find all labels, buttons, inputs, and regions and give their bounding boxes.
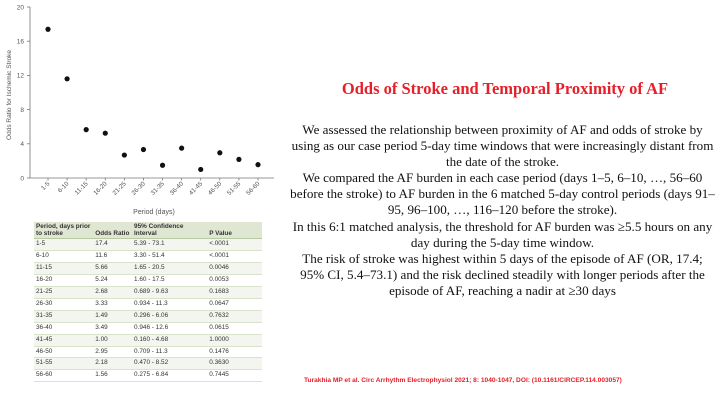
cell-odds-ratio: 2.68 xyxy=(93,287,132,299)
cell-odds-ratio: 11.6 xyxy=(93,251,132,263)
table-body xyxy=(34,239,262,382)
table-row xyxy=(34,334,262,346)
odds-ratio-scatter-chart xyxy=(0,0,300,222)
cell-p-value: 1.0000 xyxy=(207,334,262,346)
table-row xyxy=(34,346,262,358)
table-row xyxy=(34,287,262,299)
data-point xyxy=(141,147,146,152)
table-row xyxy=(34,358,262,370)
table-row xyxy=(34,263,262,275)
cell-period: 36-40 xyxy=(34,322,93,334)
x-tick-label: 26-30 xyxy=(130,180,147,197)
cell-p-value: <.0001 xyxy=(207,239,262,251)
cell-odds-ratio: 2.95 xyxy=(93,346,132,358)
x-tick-labels xyxy=(40,180,262,197)
table-row xyxy=(34,251,262,263)
cell-p-value: 0.0647 xyxy=(207,298,262,310)
cell-confidence-interval: 0.689 - 9.63 xyxy=(132,287,207,299)
cell-odds-ratio: 5.66 xyxy=(93,263,132,275)
cell-period: 21-25 xyxy=(34,287,93,299)
x-tick-label: 21-25 xyxy=(111,180,128,197)
cell-confidence-interval: 0.296 - 6.06 xyxy=(132,310,207,322)
cell-confidence-interval: 0.275 - 6.84 xyxy=(132,370,207,382)
y-tick-label: 16 xyxy=(16,38,24,46)
cell-odds-ratio: 1.56 xyxy=(93,370,132,382)
x-tick-label: 41-45 xyxy=(187,180,205,197)
data-point xyxy=(198,167,203,172)
cell-p-value: 0.1683 xyxy=(207,287,262,299)
body-paragraph: We compared the AF burden in each case period (days 1–5, 6–10, …, 56–60 before the stroke) to AF burden in the 6 matched 5-day control periods (days 91–95, 96–100, …, 116–120 before the stroke). xyxy=(290,170,715,218)
data-point xyxy=(236,157,241,162)
body-paragraph: We assessed the relationship between proximity of AF and odds of stroke by using as our case period 5-day time windows that were increasingly distant from the date of the stroke. xyxy=(291,122,714,170)
cell-period: 46-50 xyxy=(34,346,93,358)
slide-title: Odds of Stroke and Temporal Proximity of AF xyxy=(341,79,669,98)
body-paragraph: In this 6:1 matched analysis, the threshold for AF burden was ≥5.5 hours on any day during the 5-day time window. xyxy=(292,218,713,250)
table-row xyxy=(34,370,262,382)
cell-p-value: 0.7632 xyxy=(207,310,262,322)
cell-confidence-interval: 0.470 - 8.52 xyxy=(132,358,207,370)
cell-confidence-interval: 3.30 - 51.4 xyxy=(132,251,207,263)
cell-p-value: 0.0053 xyxy=(207,275,262,287)
data-point xyxy=(179,146,184,151)
odds-ratio-table xyxy=(34,222,262,382)
cell-odds-ratio: 5.24 xyxy=(93,275,132,287)
y-tick-label: 4 xyxy=(20,141,24,149)
y-tick-label: 8 xyxy=(20,106,24,114)
cell-period: 41-45 xyxy=(34,334,93,346)
x-tick-label: 6-10 xyxy=(56,180,71,195)
y-tick-labels xyxy=(17,4,25,182)
cell-period: 16-20 xyxy=(34,275,93,287)
cell-period: 6-10 xyxy=(34,251,93,263)
data-point xyxy=(160,163,165,168)
x-tick-label: 1-5 xyxy=(40,180,52,192)
cell-odds-ratio: 3.49 xyxy=(93,322,132,334)
cell-odds-ratio: 3.33 xyxy=(93,298,132,310)
x-tick-label: 11-15 xyxy=(73,180,90,197)
cell-odds-ratio: 1.49 xyxy=(93,310,132,322)
cell-confidence-interval: 0.709 - 11.3 xyxy=(132,346,207,358)
citation: Turakhia MP et al. Circ Arrhythm Electrophysiol 2021; 8: 1040-1047, DOI: (10.1161/CIRCEP.114.003057) xyxy=(304,377,622,384)
data-points xyxy=(45,27,260,172)
data-point xyxy=(217,150,222,155)
cell-p-value: 0.3630 xyxy=(207,358,262,370)
cell-confidence-interval: 0.160 - 4.68 xyxy=(132,334,207,346)
data-point xyxy=(103,131,108,136)
x-tick-label: 36-40 xyxy=(168,180,186,197)
cell-period: 1-5 xyxy=(34,239,93,251)
table-row xyxy=(34,298,262,310)
cell-confidence-interval: 5.39 - 73.1 xyxy=(132,239,207,251)
cell-odds-ratio: 1.00 xyxy=(93,334,132,346)
x-tick-label: 51-55 xyxy=(225,180,243,197)
cell-p-value: 0.1476 xyxy=(207,346,262,358)
slide-body xyxy=(290,122,715,299)
x-tick-label: 31-35 xyxy=(149,180,166,197)
cell-p-value: 0.7445 xyxy=(207,370,262,382)
table-row xyxy=(34,310,262,322)
y-tick-label: 0 xyxy=(20,175,24,183)
x-axis-label: Period (days) xyxy=(133,209,175,216)
cell-confidence-interval: 1.60 - 17.5 xyxy=(132,275,207,287)
header-confidence-interval: 95% Confidence Interval xyxy=(132,222,207,239)
cell-odds-ratio: 2.18 xyxy=(93,358,132,370)
header-p-value: P Value xyxy=(207,222,262,239)
cell-period: 56-60 xyxy=(34,370,93,382)
body-paragraph: The risk of stroke was highest within 5 days of the episode of AF (OR, 17.4; 95% CI, 5.4–73.1) and the risk declined steadily with longer periods after the episode of AF, reaching a nadir at ≥30 days xyxy=(300,250,705,298)
y-tick-label: 20 xyxy=(16,4,24,12)
cell-confidence-interval: 1.65 - 20.5 xyxy=(132,263,207,275)
x-tick-label: 56-60 xyxy=(245,180,262,197)
cell-p-value: 0.0046 xyxy=(207,263,262,275)
y-axis-label: Odds Ratio for Ischemic Stroke xyxy=(6,50,13,140)
cell-odds-ratio: 17.4 xyxy=(93,239,132,251)
cell-period: 51-55 xyxy=(34,358,93,370)
data-point xyxy=(64,76,69,81)
data-point xyxy=(84,127,89,132)
cell-p-value: <.0001 xyxy=(207,251,262,263)
x-tick-label: 16-20 xyxy=(92,180,109,197)
cell-confidence-interval: 0.934 - 11.3 xyxy=(132,298,207,310)
y-tick-label: 12 xyxy=(16,72,24,80)
header-odds-ratio: Odds Ratio xyxy=(93,222,132,239)
data-point xyxy=(255,162,260,167)
table-row xyxy=(34,275,262,287)
x-tick-label: 46-50 xyxy=(206,180,224,197)
table-row xyxy=(34,239,262,251)
data-point xyxy=(122,152,127,157)
chart-axes xyxy=(27,7,274,181)
header-period: Period, days prior to stroke xyxy=(34,222,93,239)
table-header-row xyxy=(34,222,262,239)
cell-confidence-interval: 0.946 - 12.6 xyxy=(132,322,207,334)
cell-period: 11-15 xyxy=(34,263,93,275)
cell-period: 26-30 xyxy=(34,298,93,310)
cell-p-value: 0.0615 xyxy=(207,322,262,334)
table-row xyxy=(34,322,262,334)
data-point xyxy=(45,27,50,32)
cell-period: 31-35 xyxy=(34,310,93,322)
